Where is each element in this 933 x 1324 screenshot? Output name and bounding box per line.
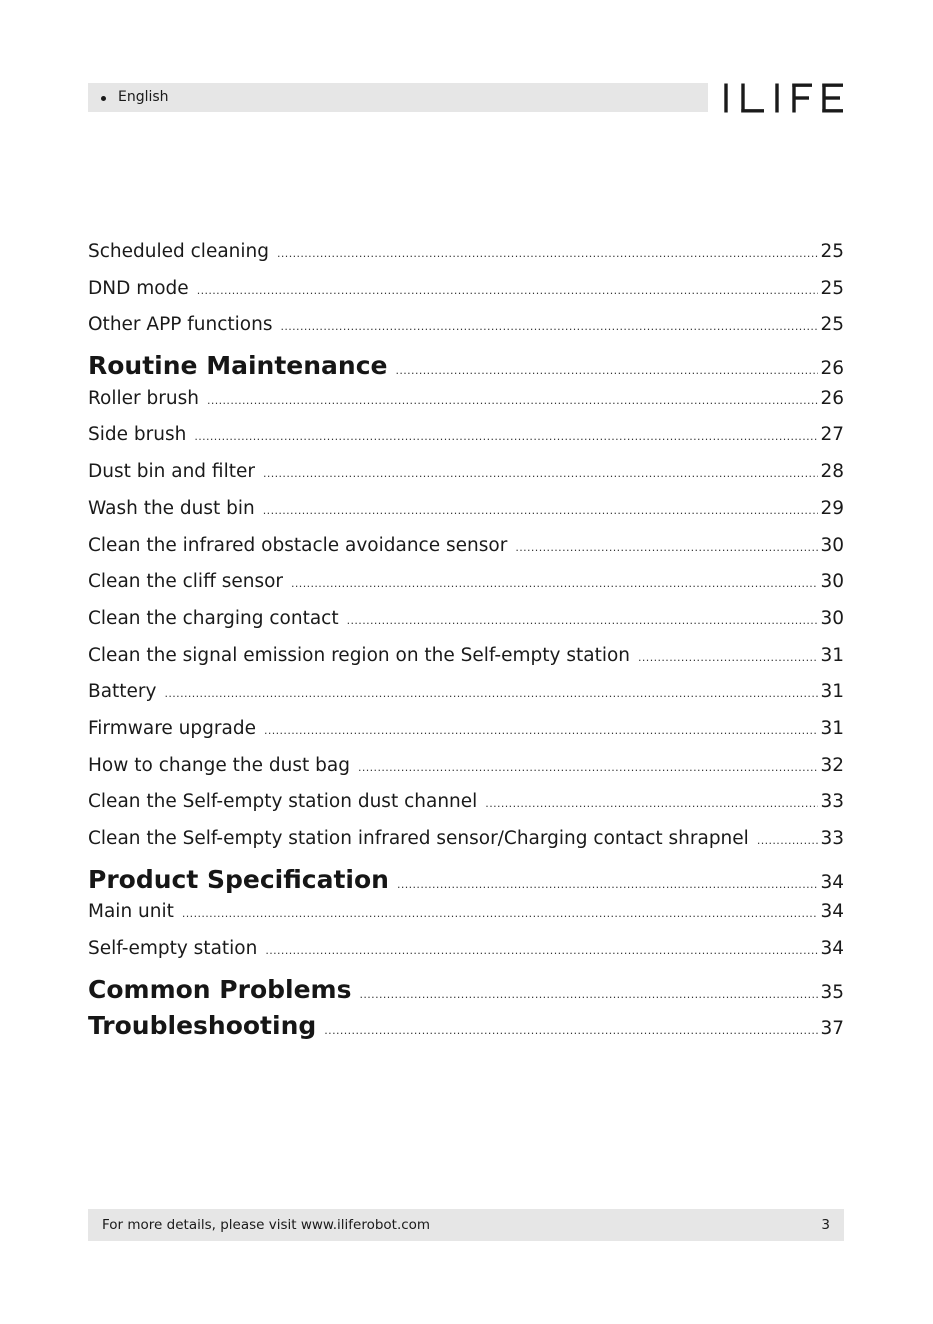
toc-dot-leader xyxy=(515,541,818,554)
toc-dot-leader xyxy=(265,944,818,957)
toc-entry-title: Clean the signal emission region on the Self-empty station xyxy=(88,644,631,666)
toc-entry-title: Other APP functions xyxy=(88,314,273,336)
toc-entry-page: 37 xyxy=(820,1018,844,1040)
toc-entry[interactable] xyxy=(88,791,844,828)
toc-entry-page: 30 xyxy=(820,534,844,556)
toc-dot-leader xyxy=(182,907,819,920)
page-number: 3 xyxy=(821,1217,830,1233)
toc-entry[interactable] xyxy=(88,535,844,572)
language-label: English xyxy=(118,89,169,105)
toc-entry-page: 31 xyxy=(820,681,844,703)
toc-dot-leader xyxy=(359,988,818,1001)
toc-entry-title: Battery xyxy=(88,681,157,703)
toc-entry-page: 29 xyxy=(820,497,844,519)
table-of-contents xyxy=(88,241,844,1048)
toc-entry[interactable] xyxy=(88,718,844,755)
toc-entry-page: 33 xyxy=(820,828,844,849)
toc-entry-page: 34 xyxy=(820,871,844,893)
toc-entry-title: Wash the dust bin xyxy=(88,497,255,519)
toc-entry[interactable] xyxy=(88,901,844,938)
toc-entry-title: Self-empty station xyxy=(88,938,258,960)
toc-section-heading[interactable] xyxy=(88,351,844,388)
toc-entry-title: Clean the Self-empty station infrared sensor/Charging contact shrapnel xyxy=(88,828,749,849)
toc-entry-title: Routine Maintenance xyxy=(88,351,388,381)
toc-entry[interactable] xyxy=(88,828,844,865)
toc-entry-page: 30 xyxy=(820,571,844,593)
toc-entry-title: Scheduled cleaning xyxy=(88,241,269,262)
toc-entry-page: 34 xyxy=(820,938,844,960)
toc-dot-leader xyxy=(277,247,818,260)
toc-dot-leader xyxy=(485,797,818,810)
toc-dot-leader xyxy=(638,651,818,664)
toc-entry[interactable] xyxy=(88,755,844,792)
toc-dot-leader xyxy=(757,834,819,847)
toc-dot-leader xyxy=(164,687,818,700)
toc-dot-leader xyxy=(263,504,819,517)
toc-entry-page: 25 xyxy=(820,277,844,299)
toc-entry-page: 34 xyxy=(820,901,844,923)
toc-entry-page: 25 xyxy=(820,314,844,336)
toc-entry-title: Clean the Self-empty station dust channel xyxy=(88,791,478,813)
toc-dot-leader xyxy=(207,394,819,407)
toc-entry-page: 30 xyxy=(820,607,844,629)
toc-entry[interactable] xyxy=(88,571,844,608)
toc-entry-title: Product Specification xyxy=(88,864,389,894)
toc-section-heading[interactable] xyxy=(88,1011,844,1048)
toc-entry[interactable] xyxy=(88,424,844,461)
toc-entry-page: 35 xyxy=(820,981,844,1003)
toc-entry[interactable] xyxy=(88,278,844,315)
toc-entry-title: Clean the infrared obstacle avoidance sensor xyxy=(88,534,508,556)
toc-entry-title: Dust bin and filter xyxy=(88,461,255,483)
toc-dot-leader xyxy=(397,878,819,891)
toc-entry-page: 26 xyxy=(820,387,844,409)
footer-bar xyxy=(88,1209,844,1241)
toc-entry-title: Clean the charging contact xyxy=(88,607,339,629)
toc-entry-page: 33 xyxy=(820,791,844,813)
toc-entry[interactable] xyxy=(88,608,844,645)
toc-dot-leader xyxy=(347,614,819,627)
toc-entry-page: 32 xyxy=(820,754,844,776)
toc-dot-leader xyxy=(395,364,818,377)
ilife-logo xyxy=(724,82,845,114)
toc-entry-page: 28 xyxy=(820,461,844,483)
toc-entry-title: Main unit xyxy=(88,901,174,923)
toc-entry-title: Firmware upgrade xyxy=(88,717,256,739)
toc-dot-leader xyxy=(194,430,818,443)
toc-dot-leader xyxy=(280,320,818,333)
header-bar xyxy=(88,83,708,112)
toc-dot-leader xyxy=(358,761,818,774)
toc-dot-leader xyxy=(324,1024,818,1037)
toc-entry[interactable] xyxy=(88,681,844,718)
toc-entry-page: 31 xyxy=(820,717,844,739)
toc-entry-title: Side brush xyxy=(88,424,187,446)
toc-entry-title: Troubleshooting xyxy=(88,1011,317,1041)
toc-entry-title: How to change the dust bag xyxy=(88,754,350,776)
bullet-icon xyxy=(101,96,106,101)
toc-dot-leader xyxy=(291,577,818,590)
toc-entry[interactable] xyxy=(88,498,844,535)
toc-entry-page: 26 xyxy=(820,358,844,380)
toc-section-heading[interactable] xyxy=(88,865,844,902)
toc-entry-title: Common Problems xyxy=(88,974,352,1004)
toc-entry[interactable] xyxy=(88,314,844,351)
toc-entry-page: 25 xyxy=(820,241,844,262)
toc-dot-leader xyxy=(264,724,819,737)
footer-website-note: For more details, please visit www.iliferobot.com xyxy=(102,1217,431,1233)
toc-section-heading[interactable] xyxy=(88,975,844,1012)
toc-entry-title: Clean the cliff sensor xyxy=(88,571,284,593)
toc-dot-leader xyxy=(197,284,819,297)
toc-entry[interactable] xyxy=(88,461,844,498)
toc-entry[interactable] xyxy=(88,241,844,278)
toc-entry-title: Roller brush xyxy=(88,387,199,409)
toc-entry[interactable] xyxy=(88,645,844,682)
toc-entry-page: 27 xyxy=(820,424,844,446)
toc-entry-title: DND mode xyxy=(88,277,189,299)
toc-entry[interactable] xyxy=(88,938,844,975)
toc-entry-page: 31 xyxy=(820,644,844,666)
toc-entry[interactable] xyxy=(88,388,844,425)
toc-dot-leader xyxy=(263,467,819,480)
